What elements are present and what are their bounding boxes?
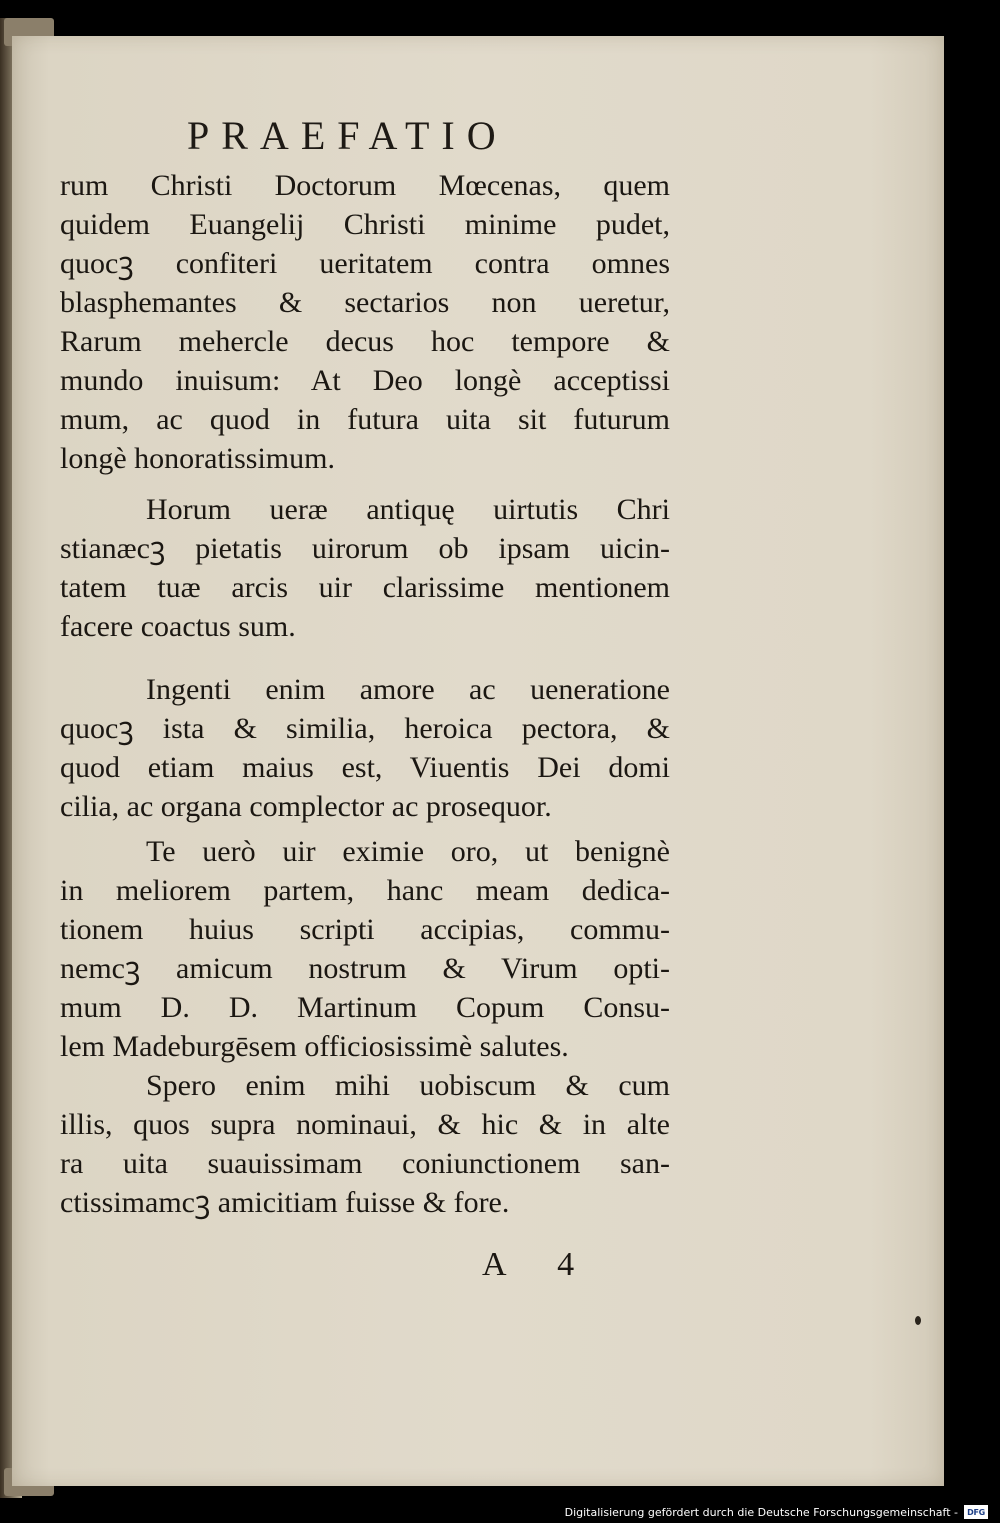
text-line: facere coactus sum. — [60, 610, 296, 643]
digitization-credit — [565, 1502, 988, 1522]
body-text — [60, 166, 670, 1222]
text-line: quocꝫ ista & similia, heroica pectora, & — [60, 712, 670, 745]
text-line: ra uita suauissimam coniunctionem san- — [60, 1147, 670, 1180]
text-line: quidem Euangelij Christi minime pudet, — [60, 208, 670, 241]
text-line: mum D. D. Martinum Copum Consu- — [60, 991, 670, 1024]
text-line: nemcꝫ amicum nostrum & Virum opti- — [60, 952, 670, 985]
dfg-logo-icon: DFG — [964, 1505, 988, 1519]
text-line: blasphemantes & sectarios non ueretur, — [60, 286, 670, 319]
text-line: Spero enim mihi uobiscum & cum — [146, 1069, 670, 1102]
text-line: cilia, ac organa complector ac prosequor. — [60, 790, 552, 823]
text-line: stianæcꝫ pietatis uirorum ob ipsam uicin- — [60, 532, 670, 565]
text-line: ctissimamcꝫ amicitiam fuisse & fore. — [60, 1186, 510, 1219]
text-line: tionem huius scripti accipias, commu- — [60, 913, 670, 946]
signature-mark: A 4 — [482, 1246, 597, 1283]
text-line: quod etiam maius est, Viuentis Dei domi — [60, 751, 670, 784]
text-line: mundo inuisum: At Deo longè acceptissi — [60, 364, 670, 397]
ink-blot — [915, 1316, 921, 1325]
credit-text: Digitalisierung gefördert durch die Deutsche Forschungsgemeinschaft - — [564, 1505, 958, 1519]
text-line: tatem tuæ arcis uir clarissime mentionem — [60, 571, 670, 604]
text-line: illis, quos supra nominaui, & hic & in alte — [60, 1108, 670, 1141]
text-line: mum, ac quod in futura uita sit futurum — [60, 403, 670, 436]
text-line: Te uerò uir eximie oro, ut benignè — [146, 835, 670, 868]
text-line: rum Christi Doctorum Mœcenas, quem — [60, 169, 670, 202]
book-page — [12, 36, 944, 1486]
text-line: in meliorem partem, hanc meam dedica- — [60, 874, 670, 907]
text-line: longè honoratissimum. — [60, 442, 335, 475]
text-line: Ingenti enim amore ac ueneratione — [146, 673, 670, 706]
text-line: quocꝫ confiteri ueritatem contra omnes — [60, 247, 670, 280]
text-line: Rarum mehercle decus hoc tempore & — [60, 325, 670, 358]
running-head: PRAEFATIO — [187, 113, 508, 158]
text-line: Horum ueræ antiquę uirtutis Chri — [146, 493, 670, 526]
text-line: lem Madeburgēsem officiosissimè salutes. — [60, 1030, 569, 1063]
